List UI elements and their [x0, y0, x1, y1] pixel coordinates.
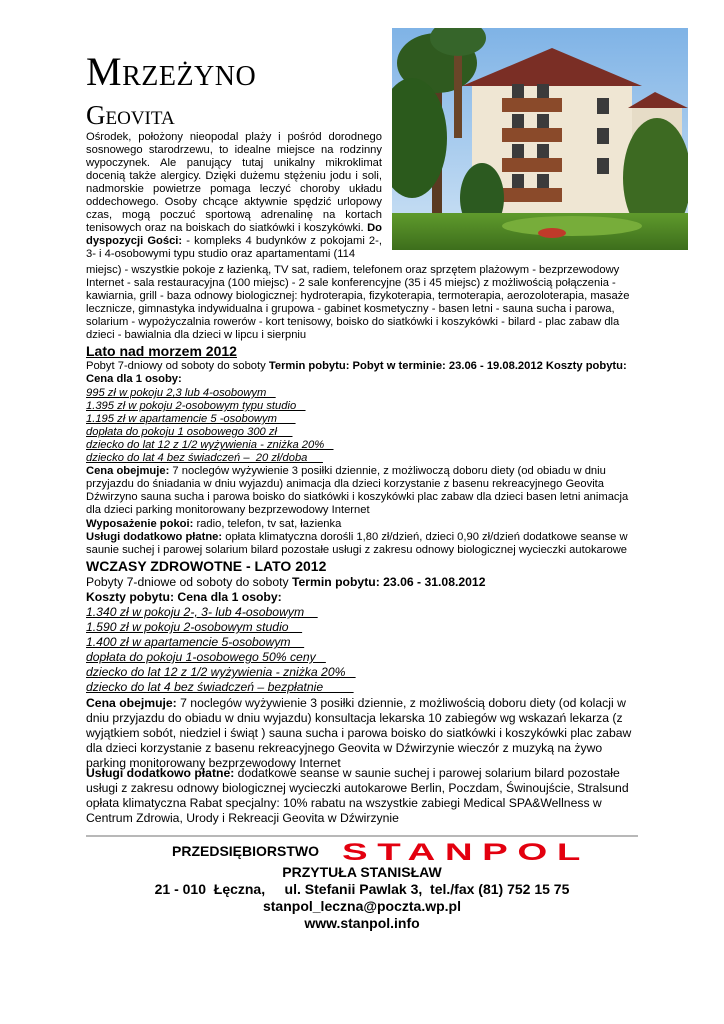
section2-cena-label: Cena obejmuje: — [86, 696, 177, 710]
section1-price-1: 1.395 zł w pokoju 2-osobowym typu studio — [86, 400, 306, 412]
section1-wyposazenie — [86, 518, 638, 531]
section1-uslugi-text: opłata klimatyczna dorośli 1,80 zł/dzień, dzieci 0,90 zł/dzień dodatkowe seanse w saunie suchej i parowej solarium bilard pozostałe usługi z zakresu odnowy biologicznej wycieczki autokarowe — [86, 531, 628, 556]
section2-pobyt-bold: Termin pobytu: 23.06 - 31.08.2012 — [291, 575, 486, 589]
section1-pobyt-text: Pobyt 7-dniowy od soboty do soboty — [86, 360, 269, 372]
section1-cena-text: 7 noclegów wyżywienie 3 posiłki dziennie, z możliwoczą doboru diety (od obiadu w dniu przyjazdu do śniadania w dniu wyjazdu) animacja dla dzieci korzystanie z basenu rekreacyjnego Geovita Dźwirzyno sauna sucha i parowa boisko do siatkówki i koszykówki plac zabaw dla dzieci basen letni animacja dla dzieci parking monitorowany bezprzewodowy Internet — [86, 465, 629, 516]
company-header-row — [172, 841, 592, 863]
page-title: Mrzeżyno — [86, 49, 257, 94]
stanpol-logo-text: STANPOL — [342, 841, 590, 863]
section1-price-2: 1.195 zł w apartamencie 5 -osobowym — [86, 413, 296, 425]
section2-koszty: Koszty pobytu: Cena dla 1 osoby: — [86, 590, 282, 604]
dyspozycja-details: miejsc) - wszystkie pokoje z łazienką, TV sat, radiem, telefonem oraz sprzętem plażowym - bezprzewodowy Internet - sala restauracyjna (100 miejsc) - 2 sale konferencyjne (35 i 45 miejsc) z możliwością połączenia - kawiarnia, grill - baza odnowy biologicznej: hydroterapia, fizykoterapia, termoterapia, aerozoloterapia, masaże lecznicze, gimnastyka indywidualna i grupowa - gabinet kosmetyczny - basen letni - sauna sucha i parowa, solarium - wypożyczalnia rowerów - kort tenisowy, boisko do siatkówki i koszykówki - bilard - plac zabaw dla dzieci - bawialnia dla dzieci w lipcu i sierpniu — [86, 264, 630, 341]
section1-uslugi — [86, 531, 638, 557]
section1-cena-label: Cena obejmuje: — [86, 465, 170, 477]
intro-text: Ośrodek, położony nieopodal plaży i pośród dorodnego sosnowego starodrzewu, to idealne miejsce na rodzinny wypoczynek. Ale panujący tutaj unikalny mikroklimat docenią także alergicy. Dzięki dużemu stężeniu jodu i soli, nadmorskie powietrze pomaga leczyć choroby układu oddechowego. Osoby chcące aktywnie spędzić urlopowy czas, mogą poczuć sportową adrenalinę na kortach tenisowych oraz na boiskach do siatkówki i koszykówki. — [86, 131, 382, 234]
section1-price-5: dziecko do lat 4 bez świadczeń – 20 zł/doba — [86, 452, 323, 464]
section2-cena — [86, 696, 638, 771]
company-label: PRZEDSIĘBIORSTWO — [172, 843, 320, 859]
page-subtitle: Geovita — [86, 100, 175, 130]
company-website[interactable]: www.stanpol.info — [304, 915, 420, 931]
section2-uslugi-text: dodatkowe seanse w saunie suchej i parowej solarium bilard pozostałe usługi z zakresu odnowy biologicznej wycieczki autokarowe Berlin, Poczdam, Świnoujście, Stralsund opłata klimatyczna Rabat specjalny: 10% rabatu na wszystkie zabiegi Medical SPA&Wellness w Centrum Zdrowia, Urody i Rekreacji Geovita w Dźwirzynie — [86, 766, 629, 825]
stanpol-logo — [340, 841, 592, 863]
intro-paragraph — [86, 131, 382, 261]
company-address: 21 - 010 Łęczna, ul. Stefanii Pawlak 3, tel./fax (81) 752 15 75 — [154, 881, 570, 897]
section1-price-4: dziecko do lat 12 z 1/2 wyżywienia - zniżka 20% — [86, 439, 334, 451]
section1-uslugi-label: Usługi dodatkowo płatne: — [86, 531, 223, 543]
section1-wyposazenie-text: radio, telefon, tv sat, łazienka — [193, 518, 342, 530]
section2-pobyt — [86, 575, 638, 590]
section2-price-3: dopłata do pokoju 1-osobowego 50% ceny — [86, 650, 326, 664]
section2-price-5: dziecko do lat 4 bez świadczeń – bezpłatnie — [86, 680, 354, 694]
dyspozycja-label: Do dyspozycji Gości: — [86, 222, 382, 247]
footer-divider — [86, 835, 638, 837]
section2-price-4: dziecko do lat 12 z 1/2 wyżywienia - zniżka 20% — [86, 665, 356, 679]
section1-cena — [86, 465, 638, 517]
hotel-building-photo — [392, 28, 688, 250]
section1-heading: Lato nad morzem 2012 — [86, 343, 237, 359]
section2-pobyt-text: Pobyty 7-dniowe od soboty do soboty — [86, 575, 292, 589]
company-owner: PRZYTUŁA STANISŁAW — [282, 864, 442, 880]
section2-cena-text: 7 noclegów wyżywienie 3 posiłki dziennie, z możliwością doboru diety (od kolacji w dniu przyjazdu do obiadu w dniu wyjazdu) konsultacja lekarska 10 zabiegów wg wskazań lekarza (z wyjątkiem sobót, niedziel i świąt ) sauna sucha i parowa boisko do siatkówki i koszykówki plac zabaw dla dzieci korzystanie z basenu rekreacyjnego Geovita w Dźwirzynie wieczór z muzyką na żywo parking monitorowany bezprzewodowy Internet — [86, 696, 632, 770]
section2-price-0: 1.340 zł w pokoju 2-, 3- lub 4-osobowym — [86, 605, 318, 619]
section2-uslugi — [86, 766, 638, 826]
section2-heading: WCZASY ZDROWOTNE - LATO 2012 — [86, 558, 327, 574]
section1-pobyt — [86, 360, 638, 386]
section2-price-2: 1.400 zł w apartamencie 5-osobowym — [86, 635, 305, 649]
section2-uslugi-label: Usługi dodatkowo płatne: — [86, 766, 235, 780]
section1-pobyt-bold: Termin pobytu: Pobyt w terminie: 23.06 - 19.08.2012 Koszty pobytu: Cena dla 1 osoby: — [86, 360, 627, 385]
section2-price-1: 1.590 zł w pokoju 2-osobowym studio — [86, 620, 303, 634]
dyspozycja-short: - kompleks 4 budynków z pokojami 2-, 3- i 4-osobowymi typu studio oraz apartamentami (114 — [86, 235, 382, 260]
section1-wyposazenie-label: Wyposażenie pokoi: — [86, 518, 194, 530]
company-email[interactable]: stanpol_leczna@poczta.wp.pl — [262, 898, 462, 914]
section1-price-3: dopłata do pokoju 1 osobowego 300 zł — [86, 426, 293, 438]
section1-price-0: 995 zł w pokoju 2,3 lub 4-osobowym — [86, 387, 276, 399]
